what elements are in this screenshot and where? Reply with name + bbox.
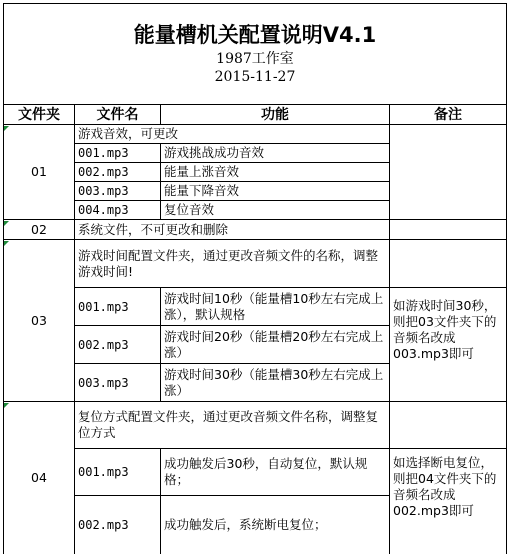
studio-name: 1987工作室 <box>216 50 294 67</box>
folder-02-description: 系统文件，不可更改和删除 <box>74 220 389 240</box>
folder-01-func-1: 游戏挑战成功音效 <box>160 144 389 163</box>
folder-01-description: 游戏音效，可更改 <box>74 125 389 144</box>
header-function: 功能 <box>160 104 389 125</box>
folder-01-func-2: 能量上涨音效 <box>160 163 389 182</box>
folder-04-file-1: 001.mp3 <box>74 449 160 496</box>
folder-04-file-2: 002.mp3 <box>74 496 160 554</box>
cell-marker-icon <box>4 126 9 131</box>
folder-04: 04 <box>3 402 74 554</box>
folder-03-notes-top <box>389 240 507 288</box>
folder-01-file-3: 003.mp3 <box>74 182 160 201</box>
folder-01-file-2: 002.mp3 <box>74 163 160 182</box>
folder-01-func-4: 复位音效 <box>160 201 389 220</box>
folder-04-notes-top <box>389 402 507 449</box>
folder-03-file-2: 002.mp3 <box>74 326 160 364</box>
header-filename: 文件名 <box>74 104 160 125</box>
folder-04-note: 如选择断电复位，则把04文件夹下的音频名改成002.mp3即可 <box>389 449 507 554</box>
folder-03-description: 游戏时间配置文件夹，通过更改音频文件的名称，调整游戏时间! <box>74 240 389 288</box>
folder-01-func-3: 能量下降音效 <box>160 182 389 201</box>
folder-02-notes <box>389 220 507 240</box>
folder-01-file-1: 001.mp3 <box>74 144 160 163</box>
folder-03-note: 如游戏时间30秒，则把03文件夹下的音频名改成003.mp3即可 <box>389 288 507 402</box>
header-notes: 备注 <box>389 104 507 125</box>
cell-marker-icon <box>4 241 9 246</box>
cell-marker-icon <box>4 221 9 226</box>
folder-04-func-2: 成功触发后，系统断电复位； <box>160 496 389 554</box>
folder-04-description: 复位方式配置文件夹，通过更改音频文件名称，调整复位方式 <box>74 402 389 449</box>
folder-03-func-2: 游戏时间20秒（能量槽20秒左右完成上涨） <box>160 326 389 364</box>
folder-03-file-1: 001.mp3 <box>74 288 160 326</box>
folder-03-func-1: 游戏时间10秒（能量槽10秒左右完成上涨），默认规格 <box>160 288 389 326</box>
folder-01-notes <box>389 125 507 220</box>
folder-03: 03 <box>3 240 74 402</box>
folder-01: 01 <box>3 125 74 220</box>
document-date: 2015-11-27 <box>214 68 296 85</box>
folder-02: 02 <box>3 220 74 240</box>
cell-marker-icon <box>4 403 9 408</box>
folder-04-func-1: 成功触发后30秒，自动复位，默认规格； <box>160 449 389 496</box>
folder-03-func-3: 游戏时间30秒（能量槽30秒左右完成上涨） <box>160 364 389 402</box>
folder-03-file-3: 003.mp3 <box>74 364 160 402</box>
folder-01-file-4: 004.mp3 <box>74 201 160 220</box>
page-title: 能量槽机关配置说明V4.1 <box>133 22 377 47</box>
title-block <box>3 3 507 104</box>
header-folder: 文件夹 <box>3 104 74 125</box>
